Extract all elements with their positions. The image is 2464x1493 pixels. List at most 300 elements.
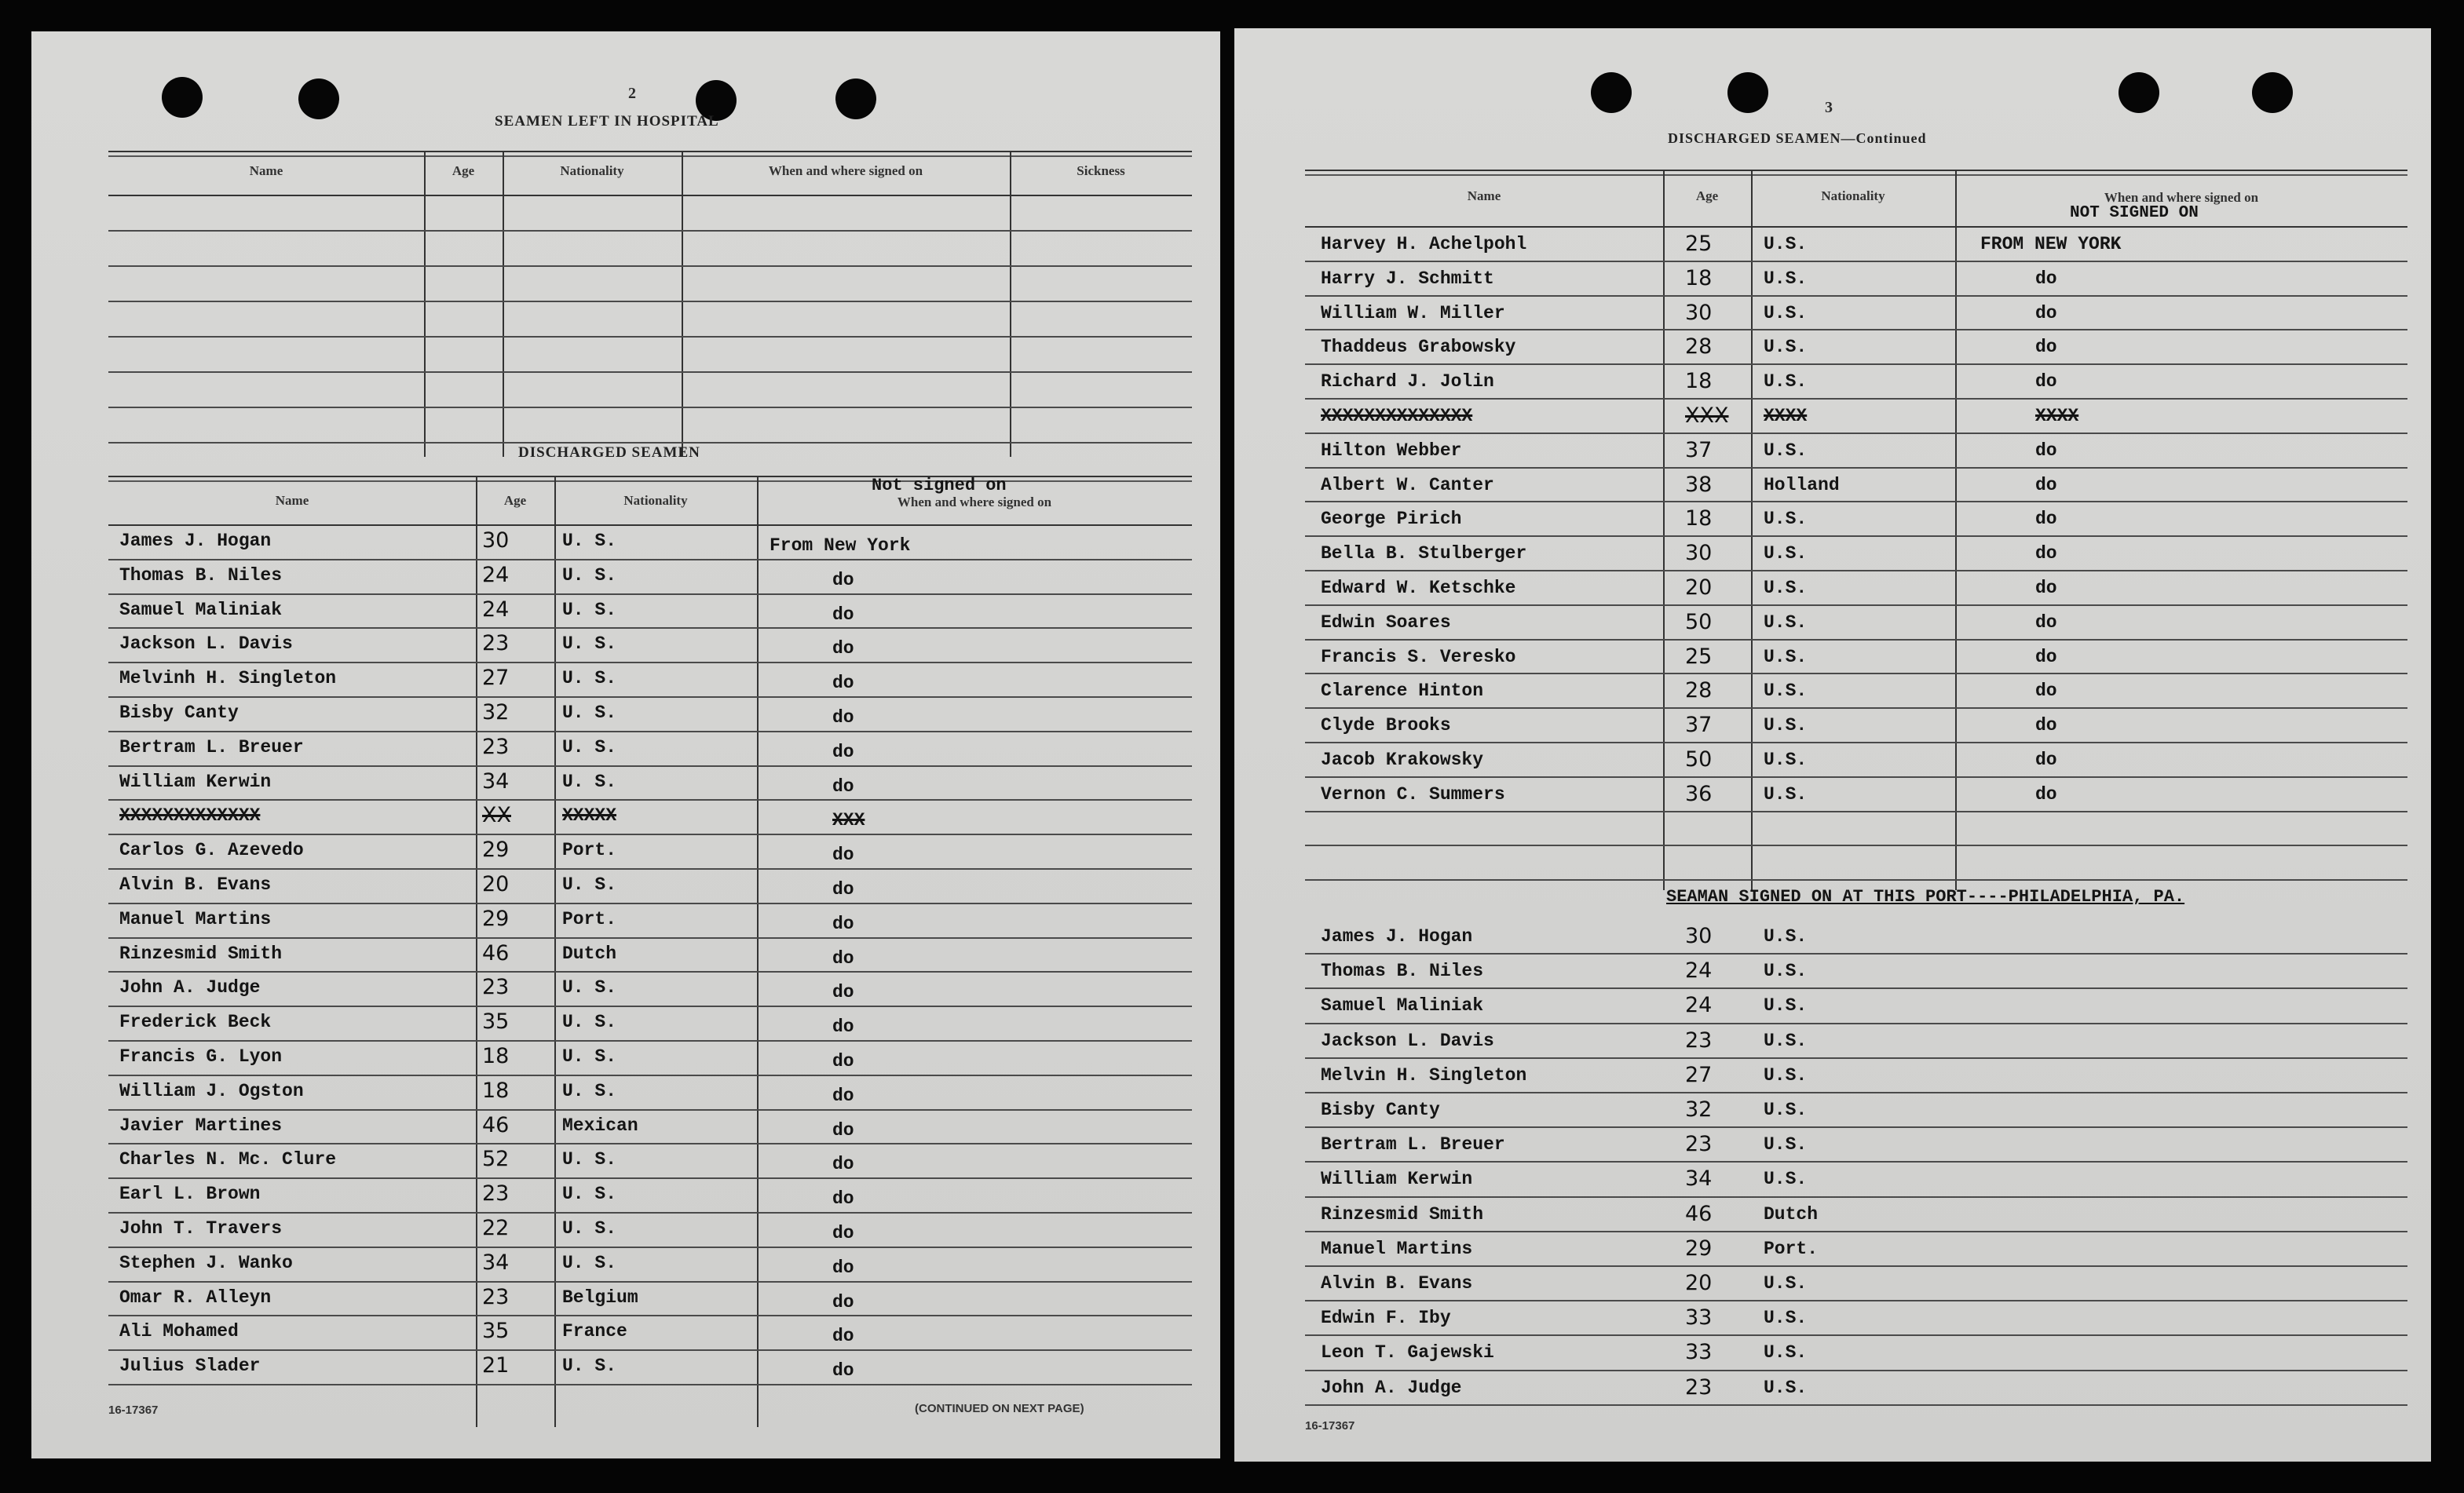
seaman-name: Thomas B. Niles: [119, 565, 283, 586]
seaman-age: 28: [1685, 334, 1713, 359]
seaman-age: 24: [1685, 958, 1713, 983]
seaman-name: Carlos G. Azevedo: [119, 840, 304, 860]
column-header: Nationality: [1821, 188, 1885, 203]
seaman-nationality: U. S.: [562, 1253, 617, 1273]
signed-on-place: do: [832, 914, 854, 934]
seaman-name: William Kerwin: [1321, 1169, 1473, 1189]
seaman-name: Harry J. Schmitt: [1321, 268, 1494, 289]
seaman-name: Thomas B. Niles: [1321, 961, 1484, 981]
row-rule: [108, 1143, 1192, 1144]
signed-on-place: do: [832, 570, 854, 590]
seaman-name: XXXXXXXXXXXXX: [119, 805, 261, 826]
seaman-name: George Pirich: [1321, 509, 1462, 529]
row-rule: [1305, 1092, 2407, 1093]
seaman-age: 25: [1685, 232, 1713, 256]
signed-on-place: do: [832, 982, 854, 1002]
punch-hole: [162, 77, 203, 118]
column-header: Age: [1695, 188, 1719, 203]
seaman-nationality: U.S.: [1764, 961, 1808, 981]
rule: [108, 151, 1192, 152]
seaman-name: Alvin B. Evans: [119, 874, 272, 895]
seaman-name: Earl L. Brown: [119, 1184, 261, 1204]
seaman-nationality: U.S.: [1764, 303, 1808, 323]
seaman-age: 20: [482, 872, 510, 896]
row-rule: [1305, 1126, 2407, 1128]
column-header: When and where signed on: [897, 495, 1052, 509]
page-number: 2: [628, 85, 636, 102]
seaman-age: 37: [1685, 713, 1713, 737]
row-rule: [108, 1315, 1192, 1316]
seaman-nationality: U.S.: [1764, 1100, 1808, 1120]
seaman-name: John A. Judge: [1321, 1378, 1462, 1398]
seaman-age: XXX: [1685, 403, 1729, 428]
seaman-nationality: U. S.: [562, 668, 617, 688]
punch-hole: [835, 78, 876, 119]
column-divider: [554, 476, 556, 1427]
rule: [1305, 174, 2407, 176]
row-rule: [1305, 535, 2407, 537]
seaman-age: 27: [482, 666, 510, 690]
rule: [108, 155, 1192, 157]
seaman-age: 20: [1685, 575, 1713, 600]
signed-on-place: do: [2035, 440, 2057, 461]
rule: [1305, 226, 2407, 228]
seaman-age: 34: [1685, 1166, 1713, 1191]
seaman-name: James J. Hogan: [119, 531, 272, 551]
form-number: 16-17367: [108, 1404, 159, 1417]
discharged-title: DISCHARGED SEAMEN: [518, 444, 700, 461]
seaman-name: Rinzesmid Smith: [119, 944, 283, 964]
rule: [1305, 170, 2407, 171]
seaman-name: Samuel Maliniak: [119, 600, 283, 620]
seaman-nationality: U.S.: [1764, 750, 1808, 770]
signed-on-place: do: [832, 1188, 854, 1209]
row-rule: [1305, 987, 2407, 989]
column-divider: [1751, 170, 1753, 890]
seaman-age: 23: [482, 735, 510, 759]
seaman-nationality: U.S.: [1764, 784, 1808, 805]
seaman-age: 32: [482, 700, 510, 725]
seaman-nationality: U. S.: [562, 1046, 617, 1067]
row-rule: [108, 407, 1192, 408]
signed-on-place: do: [832, 742, 854, 762]
row-rule: [1305, 879, 2407, 881]
seaman-nationality: U. S.: [562, 1184, 617, 1204]
seaman-name: Charles N. Mc. Clure: [119, 1149, 337, 1170]
seaman-nationality: U. S.: [562, 1356, 617, 1376]
seaman-age: 46: [482, 941, 510, 966]
seaman-age: 34: [482, 1250, 510, 1275]
seaman-name: Julius Slader: [119, 1356, 261, 1376]
column-divider: [503, 151, 504, 457]
row-rule: [1305, 261, 2407, 262]
signed-on-place: do: [832, 1292, 854, 1312]
seaman-age: 30: [1685, 301, 1713, 325]
seaman-nationality: U.S.: [1764, 1342, 1808, 1363]
seaman-nationality: U.S.: [1764, 578, 1808, 598]
signed-on-place: do: [832, 1120, 854, 1141]
seaman-nationality: XXXX: [1764, 406, 1808, 426]
row-rule: [108, 1177, 1192, 1179]
seaman-age: 24: [1685, 993, 1713, 1017]
row-rule: [108, 903, 1192, 904]
row-rule: [108, 593, 1192, 595]
seaman-age: 46: [1685, 1202, 1713, 1226]
signed-on-place: do: [832, 1017, 854, 1037]
row-rule: [1305, 363, 2407, 365]
seaman-nationality: U. S.: [562, 600, 617, 620]
row-rule: [108, 442, 1192, 444]
seaman-age: 34: [482, 769, 510, 794]
row-rule: [108, 765, 1192, 767]
seaman-nationality: U.S.: [1764, 543, 1808, 564]
seaman-age: 22: [482, 1216, 510, 1240]
seaman-nationality: U.S.: [1764, 681, 1808, 701]
seaman-age: 52: [482, 1147, 510, 1171]
row-rule: [1305, 639, 2407, 641]
hospital-title: SEAMEN LEFT IN HOSPITAL: [495, 113, 719, 130]
seaman-nationality: U.S.: [1764, 612, 1808, 633]
signed-on-place: do: [2035, 303, 2057, 323]
signed-on-place: do: [2035, 475, 2057, 495]
seaman-age: 23: [1685, 1132, 1713, 1156]
column-divider: [476, 476, 477, 1427]
seaman-nationality: U.S.: [1764, 1134, 1808, 1155]
seaman-nationality: U.S.: [1764, 1308, 1808, 1328]
row-rule: [1305, 1265, 2407, 1267]
column-header: Nationality: [623, 493, 688, 508]
page-number: 3: [1825, 99, 1833, 116]
seaman-age: 33: [1685, 1340, 1713, 1364]
column-header: Name: [1467, 188, 1501, 203]
row-rule: [108, 1212, 1192, 1214]
seaman-nationality: Port.: [562, 909, 617, 929]
row-rule: [108, 662, 1192, 663]
seaman-nationality: U.S.: [1764, 371, 1808, 392]
seaman-nationality: U.S.: [1764, 234, 1808, 254]
row-rule: [108, 834, 1192, 835]
seaman-name: William W. Miller: [1321, 303, 1505, 323]
row-rule: [1305, 776, 2407, 778]
row-rule: [1305, 1404, 2407, 1406]
seaman-name: William J. Ogston: [119, 1081, 304, 1101]
row-rule: [1305, 467, 2407, 469]
signed-on-place: do: [2035, 715, 2057, 736]
signed-on-place: do: [832, 776, 854, 797]
seaman-nationality: U. S.: [562, 1012, 617, 1032]
signed-on-place: do: [2035, 337, 2057, 357]
seaman-age: 27: [1685, 1063, 1713, 1087]
signed-on-place: XXXX: [2035, 406, 2079, 426]
seaman-name: Leon T. Gajewski: [1321, 1342, 1494, 1363]
signed-on-place: From New York: [770, 535, 911, 556]
seaman-nationality: U.S.: [1764, 1169, 1808, 1189]
row-rule: [108, 1006, 1192, 1007]
not-signed-note: Not signed on: [872, 476, 1007, 495]
seaman-nationality: U. S.: [562, 772, 617, 792]
seaman-nationality: U. S.: [562, 565, 617, 586]
row-rule: [108, 1109, 1192, 1111]
signed-on-place: do: [2035, 268, 2057, 289]
seaman-name: Jacob Krakowsky: [1321, 750, 1484, 770]
seaman-nationality: Mexican: [562, 1115, 638, 1136]
row-rule: [1305, 953, 2407, 955]
row-rule: [1305, 1370, 2407, 1371]
row-rule: [108, 1075, 1192, 1076]
seaman-name: James J. Hogan: [1321, 926, 1473, 947]
seaman-age: 38: [1685, 473, 1713, 497]
seaman-nationality: U. S.: [562, 1081, 617, 1101]
seaman-nationality: U. S.: [562, 1218, 617, 1239]
seaman-nationality: U.S.: [1764, 647, 1808, 667]
column-header: Age: [451, 163, 475, 178]
not-signed-note: NOT SIGNED ON: [2070, 204, 2199, 222]
seaman-name: Stephen J. Wanko: [119, 1253, 293, 1273]
seaman-name: Bertram L. Breuer: [1321, 1134, 1505, 1155]
signed-on-place: XXX: [832, 810, 865, 830]
row-rule: [108, 731, 1192, 732]
rule: [108, 480, 1192, 482]
seaman-age: 23: [482, 975, 510, 999]
row-rule: [108, 799, 1192, 801]
seaman-age: 35: [482, 1009, 510, 1034]
column-divider: [1955, 170, 1957, 890]
row-rule: [1305, 742, 2407, 743]
seaman-nationality: U.S.: [1764, 995, 1808, 1016]
seaman-name: Bisby Canty: [119, 703, 239, 723]
row-rule: [1305, 329, 2407, 330]
column-header: Name: [249, 163, 283, 178]
seaman-name: John T. Travers: [119, 1218, 283, 1239]
signed-on-place: do: [832, 1360, 854, 1381]
seaman-age: 37: [1685, 438, 1713, 462]
seaman-age: 18: [482, 1044, 510, 1068]
signed-on-place: do: [832, 1326, 854, 1346]
seaman-nationality: U.S.: [1764, 1378, 1808, 1398]
signed-on-place: do: [2035, 612, 2057, 633]
rule: [108, 195, 1192, 196]
row-rule: [108, 301, 1192, 302]
signed-on-place: do: [832, 1154, 854, 1174]
seaman-nationality: U.S.: [1764, 926, 1808, 947]
signed-on-place: do: [2035, 509, 2057, 529]
column-header: Name: [275, 493, 309, 508]
signed-on-place: do: [2035, 750, 2057, 770]
seaman-nationality: U.S.: [1764, 509, 1808, 529]
signed-on-place: do: [2035, 543, 2057, 564]
signed-on-place: do: [2035, 784, 2057, 805]
signed-on-place: do: [832, 638, 854, 659]
seaman-nationality: U. S.: [562, 874, 617, 895]
rule: [108, 476, 1192, 477]
seaman-name: Melvin H. Singleton: [1321, 1065, 1527, 1086]
seaman-name: Bisby Canty: [1321, 1100, 1440, 1120]
seaman-nationality: Holland: [1764, 475, 1840, 495]
punch-hole: [1591, 72, 1632, 113]
seaman-name: Omar R. Alleyn: [119, 1287, 272, 1308]
row-rule: [108, 230, 1192, 232]
seaman-name: Vernon C. Summers: [1321, 784, 1505, 805]
column-header: When and where signed on: [2104, 190, 2259, 205]
column-divider: [1663, 170, 1665, 890]
row-rule: [1305, 570, 2407, 571]
form-number: 16-17367: [1305, 1419, 1355, 1433]
seaman-name: Javier Martines: [119, 1115, 283, 1136]
row-rule: [108, 868, 1192, 870]
seaman-name: Melvinh H. Singleton: [119, 668, 337, 688]
seaman-age: 18: [1685, 369, 1713, 393]
row-rule: [1305, 604, 2407, 606]
row-rule: [108, 1384, 1192, 1385]
seaman-name: Edward W. Ketschke: [1321, 578, 1516, 598]
row-rule: [1305, 673, 2407, 674]
signed-on-place: do: [832, 604, 854, 625]
seaman-name: William Kerwin: [119, 772, 272, 792]
seaman-nationality: U. S.: [562, 633, 617, 654]
row-rule: [108, 1247, 1192, 1248]
row-rule: [1305, 501, 2407, 502]
seaman-nationality: France: [562, 1321, 627, 1342]
column-header: Nationality: [560, 163, 624, 178]
row-rule: [108, 1349, 1192, 1351]
seaman-nationality: U. S.: [562, 531, 617, 551]
column-header: When and where signed on: [768, 163, 923, 178]
row-rule: [108, 371, 1192, 373]
seaman-name: Hilton Webber: [1321, 440, 1462, 461]
row-rule: [108, 265, 1192, 267]
seaman-name: Albert W. Canter: [1321, 475, 1494, 495]
signed-on-place: do: [2035, 681, 2057, 701]
row-rule: [1305, 295, 2407, 297]
signed-on-place: do: [832, 948, 854, 969]
seaman-name: Manuel Martins: [1321, 1239, 1473, 1259]
seaman-name: Ali Mohamed: [119, 1321, 239, 1342]
row-rule: [1305, 1161, 2407, 1163]
seaman-nationality: U. S.: [562, 737, 617, 757]
signed-on-place: do: [832, 1223, 854, 1243]
seaman-nationality: U. S.: [562, 977, 617, 998]
seaman-nationality: U.S.: [1764, 1273, 1808, 1294]
row-rule: [1305, 433, 2407, 434]
seaman-nationality: Belgium: [562, 1287, 638, 1308]
row-rule: [108, 1281, 1192, 1283]
seaman-age: 30: [482, 528, 510, 553]
seaman-name: Bella B. Stulberger: [1321, 543, 1527, 564]
seaman-nationality: U.S.: [1764, 337, 1808, 357]
seaman-age: 50: [1685, 747, 1713, 772]
seaman-name: Manuel Martins: [119, 909, 272, 929]
seaman-name: Frederick Beck: [119, 1012, 272, 1032]
signed-on-place: FROM NEW YORK: [1980, 234, 2122, 254]
continued-note: (CONTINUED ON NEXT PAGE): [915, 1402, 1084, 1415]
signed-on-place: do: [832, 1086, 854, 1106]
seaman-age: 35: [482, 1319, 510, 1343]
seaman-age: 33: [1685, 1305, 1713, 1330]
row-rule: [1305, 707, 2407, 709]
seaman-age: 28: [1685, 678, 1713, 703]
page-title: DISCHARGED SEAMEN—Continued: [1668, 130, 1927, 146]
seaman-nationality: U. S.: [562, 703, 617, 723]
column-divider: [1010, 151, 1011, 457]
signed-on-place: do: [832, 1258, 854, 1278]
seaman-age: 29: [482, 838, 510, 862]
seaman-age: 24: [482, 563, 510, 587]
seaman-name: Alvin B. Evans: [1321, 1273, 1473, 1294]
left-page: [31, 31, 1220, 1458]
row-rule: [1305, 1300, 2407, 1301]
seaman-age: 23: [482, 1285, 510, 1309]
punch-hole: [2119, 72, 2159, 113]
seaman-age: 23: [1685, 1375, 1713, 1400]
seaman-name: Jackson L. Davis: [119, 633, 293, 654]
column-header: Age: [503, 493, 527, 508]
seaman-age: XX: [482, 803, 511, 827]
row-rule: [108, 1040, 1192, 1042]
row-rule: [1305, 1057, 2407, 1059]
seaman-name: Clyde Brooks: [1321, 715, 1451, 736]
seaman-age: 20: [1685, 1271, 1713, 1295]
seaman-name: Clarence Hinton: [1321, 681, 1484, 701]
seaman-nationality: Dutch: [562, 944, 617, 964]
seaman-age: 25: [1685, 644, 1713, 669]
seaman-age: 32: [1685, 1097, 1713, 1122]
row-rule: [108, 696, 1192, 698]
seaman-nationality: U.S.: [1764, 268, 1808, 289]
seaman-age: 30: [1685, 924, 1713, 948]
seaman-age: 50: [1685, 610, 1713, 634]
row-rule: [1305, 1196, 2407, 1198]
column-header: Sickness: [1077, 163, 1125, 178]
punch-hole: [1727, 72, 1768, 113]
seaman-nationality: Port.: [562, 840, 617, 860]
seaman-age: 18: [482, 1079, 510, 1103]
seaman-age: 18: [1685, 506, 1713, 531]
seaman-name: Edwin Soares: [1321, 612, 1451, 633]
seaman-nationality: U.S.: [1764, 1065, 1808, 1086]
seaman-name: Bertram L. Breuer: [119, 737, 304, 757]
right-page: [1234, 28, 2431, 1462]
seaman-name: Francis G. Lyon: [119, 1046, 283, 1067]
seaman-nationality: Dutch: [1764, 1204, 1819, 1225]
row-rule: [108, 627, 1192, 629]
row-rule: [108, 937, 1192, 939]
seaman-nationality: U.S.: [1764, 1031, 1808, 1051]
punch-hole: [2252, 72, 2293, 113]
seaman-nationality: U. S.: [562, 1149, 617, 1170]
signed-on-place: do: [832, 707, 854, 728]
seaman-age: 29: [482, 907, 510, 931]
signed-on-place: do: [832, 845, 854, 865]
column-divider: [757, 476, 759, 1427]
seaman-age: 23: [482, 1181, 510, 1206]
seaman-age: 24: [482, 597, 510, 622]
signed-on-place: do: [2035, 371, 2057, 392]
seaman-name: Francis S. Veresko: [1321, 647, 1516, 667]
row-rule: [1305, 811, 2407, 812]
seaman-name: Rinzesmid Smith: [1321, 1204, 1484, 1225]
seaman-name: Richard J. Jolin: [1321, 371, 1494, 392]
rule: [108, 524, 1192, 526]
signed-on-place: do: [2035, 578, 2057, 598]
seaman-age: 29: [1685, 1236, 1713, 1261]
seaman-age: 21: [482, 1353, 510, 1378]
row-rule: [1305, 398, 2407, 400]
seaman-age: 46: [482, 1113, 510, 1137]
row-rule: [108, 971, 1192, 973]
seaman-age: 18: [1685, 266, 1713, 290]
signed-on-place: do: [832, 673, 854, 693]
seaman-name: John A. Judge: [119, 977, 261, 998]
